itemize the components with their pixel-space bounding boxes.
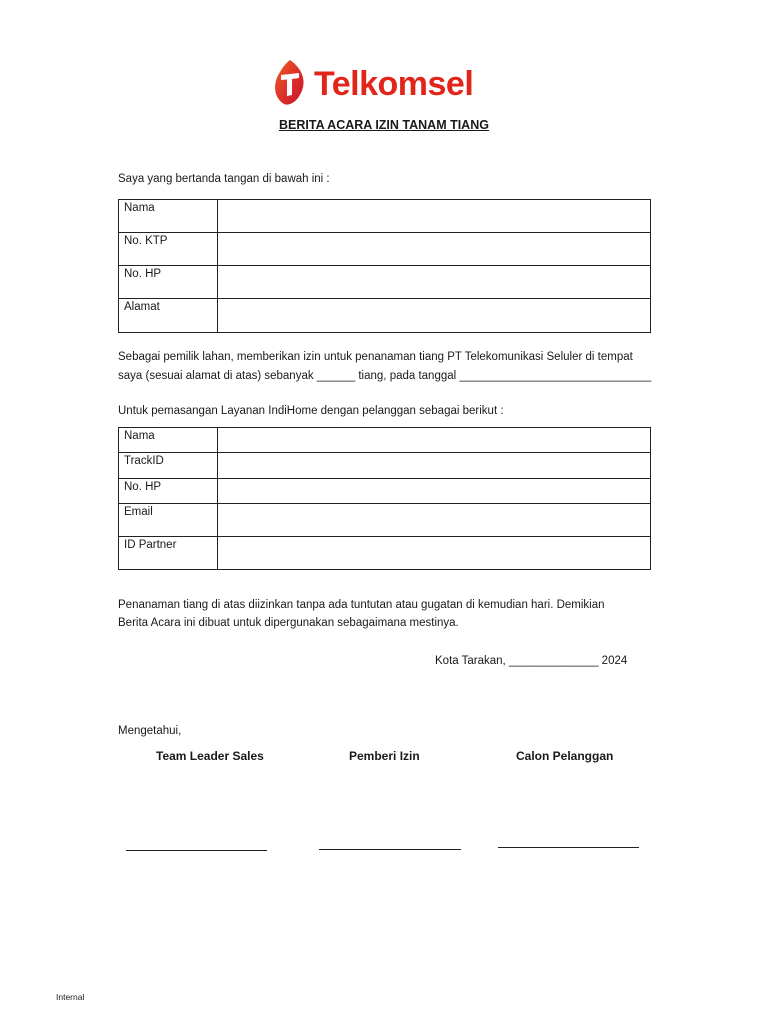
customer-field-hp[interactable] [218,479,651,504]
customer-table [118,427,651,570]
customer-field-email[interactable] [218,504,651,537]
closing-text-line-2: Berita Acara ini dibuat untuk dipergunakan sebagaimana mestinya. [118,617,459,629]
customer-intro-text: Untuk pemasangan Layanan IndiHome dengan pelanggan sebagai berikut : [118,405,504,417]
owner-label-hp: No. HP [119,266,218,299]
owner-field-ktp[interactable] [218,233,651,266]
customer-field-nama[interactable] [218,428,651,453]
customer-label-trackid: TrackID [119,453,218,479]
customer-label-nama: Nama [119,428,218,453]
owner-label-nama: Nama [119,200,218,233]
telkomsel-logo [272,58,487,113]
customer-row-nama [119,428,651,453]
permission-text-line-2: saya (sesuai alamat di atas) sebanyak ______ tiang, pada tanggal ______________________________ [118,370,652,382]
customer-label-email: Email [119,504,218,537]
permission-text-line-1: Sebagai pemilik lahan, memberikan izin untuk penanaman tiang PT Telekomunikasi Seluler di tempat [118,351,633,363]
document-title: BERITA ACARA IZIN TANAM TIANG [279,118,489,132]
signatory-calon-pelanggan: Calon Pelanggan [516,749,614,763]
owner-field-nama[interactable] [218,200,651,233]
customer-field-id-partner[interactable] [218,537,651,570]
signature-line-team-leader-sales [126,850,267,851]
customer-row-email [119,504,651,537]
brand-name: Telkomsel [314,65,474,103]
place-date: Kota Tarakan, ______________ 2024 [435,655,628,667]
signature-line-pemberi-izin [319,849,461,850]
signatory-pemberi-izin: Pemberi Izin [349,749,420,763]
owner-row-alamat [119,299,651,333]
owner-field-hp[interactable] [218,266,651,299]
owner-row-nama [119,200,651,233]
owner-label-ktp: No. KTP [119,233,218,266]
customer-label-hp: No. HP [119,479,218,504]
owner-label-alamat: Alamat [119,299,218,333]
customer-row-hp [119,479,651,504]
signature-line-calon-pelanggan [498,847,639,848]
owner-row-hp [119,266,651,299]
telkomsel-flame-icon [272,58,308,106]
owner-field-alamat[interactable] [218,299,651,333]
customer-row-id-partner [119,537,651,570]
owner-row-ktp [119,233,651,266]
closing-text-line-1: Penanaman tiang di atas diizinkan tanpa ada tuntutan atau gugatan di kemudian hari. Demikian [118,599,605,611]
signatory-team-leader-sales: Team Leader Sales [156,749,264,763]
acknowledged-label: Mengetahui, [118,725,182,737]
owner-table [118,199,651,333]
classification-label: Internal [56,992,85,1002]
customer-label-id-partner: ID Partner [119,537,218,570]
customer-field-trackid[interactable] [218,453,651,479]
intro-text: Saya yang bertanda tangan di bawah ini : [118,173,330,185]
customer-row-trackid [119,453,651,479]
